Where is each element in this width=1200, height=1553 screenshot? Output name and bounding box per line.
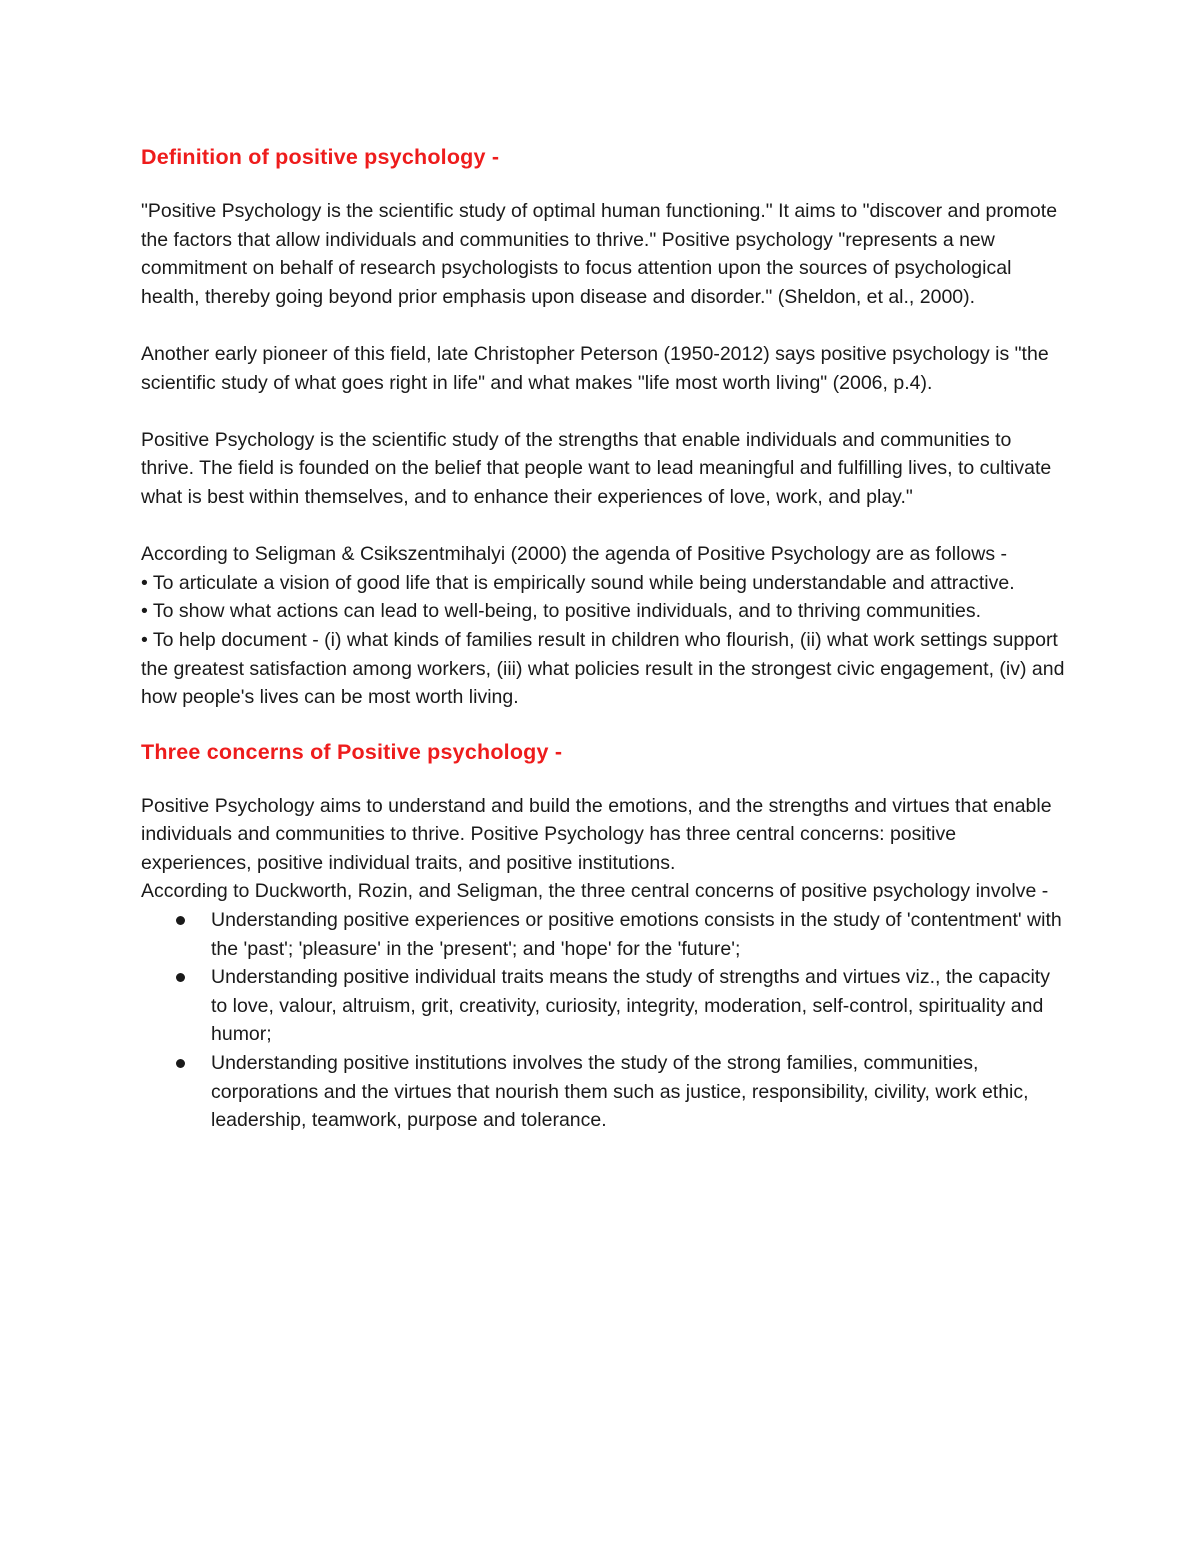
- list-item: [211, 963, 1066, 1049]
- definition-paragraph-3: Positive Psychology is the scientific study of the strengths that enable individuals and communities to thrive. The field is founded on the belief that people want to lead meaningful and fulfilling lives, to cultivate what is best within themselves, and to enhance their experiences of love, work, and play.": [141, 428, 1052, 508]
- heading-concerns: Three concerns of Positive psychology -: [141, 739, 563, 764]
- concern-item-text: Understanding positive experiences or positive emotions consists in the study of 'contentment' with the 'past'; 'pleasure' in the 'present'; and 'hope' for the 'future';: [211, 909, 1062, 960]
- concerns-paragraph-1: Positive Psychology aims to understand and build the emotions, and the strengths and virtues that enable individuals and communities to thrive. Positive Psychology has three central concerns: positive experiences, positive individual traits, and positive institutions.: [141, 794, 1052, 874]
- document-page: [141, 140, 1066, 1135]
- list-item: [211, 906, 1066, 963]
- bullet-icon: [176, 1059, 185, 1068]
- agenda-item-1: • To articulate a vision of good life that is empirically sound while being understandable and attractive.: [141, 571, 1015, 594]
- agenda-item-2: • To show what actions can lead to well-being, to positive individuals, and to thriving communities.: [141, 600, 981, 623]
- heading-definition: Definition of positive psychology -: [141, 145, 500, 169]
- list-item: [211, 1049, 1066, 1135]
- concerns-paragraph-2: According to Duckworth, Rozin, and Seligman, the three central concerns of positive psychology involve -: [141, 880, 1049, 903]
- concern-item-text: Understanding positive institutions involves the study of the strong families, communities, corporations and the virtues that nourish them such as justice, responsibility, civility, work ethic, leadership, teamwork, purpose and tolerance.: [211, 1052, 1029, 1132]
- bullet-icon: [176, 916, 185, 925]
- agenda-item-3: • To help document - (i) what kinds of families result in children who flourish, (ii) what work settings support the greatest satisfaction among workers, (iii) what policies result in the strongest civic engagement, (iv) and how people's lives can be most worth living.: [141, 628, 1065, 709]
- bullet-icon: [176, 973, 185, 982]
- concern-item-text: Understanding positive individual traits means the study of strengths and virtues viz., the capacity to love, valour, altruism, grit, creativity, curiosity, integrity, moderation, self-control, spirituality and humor;: [211, 966, 1050, 1046]
- concerns-list: [141, 906, 1066, 1135]
- definition-paragraph-2: Another early pioneer of this field, late Christopher Peterson (1950-2012) says positive psychology is "the scientific study of what goes right in life" and what makes "life most worth living" (2006, p.4).: [141, 342, 1049, 394]
- agenda-intro: According to Seligman & Csikszentmihalyi (2000) the agenda of Positive Psychology are as follows -: [141, 543, 1008, 566]
- definition-paragraph-1: "Positive Psychology is the scientific study of optimal human functioning." It aims to "discover and promote the factors that allow individuals and communities to thrive." Positive psychology "represents a new commitment on behalf of research psychologists to focus attention upon the sources of psychological health, thereby going beyond prior emphasis upon disease and disorder." (Sheldon, et al., 2000).: [141, 200, 1058, 308]
